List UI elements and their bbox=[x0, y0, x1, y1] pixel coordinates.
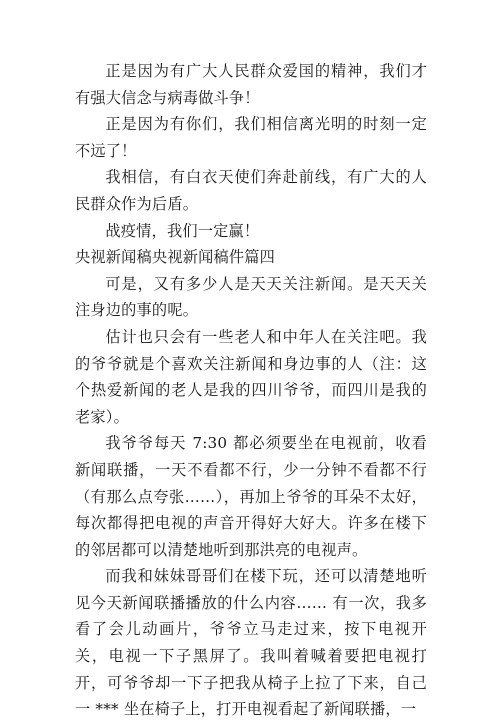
paragraph-1: 正是因为有广大人民群众爱国的精神，我们才有强大信念与病毒做斗争！ bbox=[75, 62, 427, 107]
document-body bbox=[75, 58, 427, 723]
paragraph-8: 而我和妹妹哥哥们在楼下玩，还可以清楚地听见今天新闻联播播放的什么内容…… 有一次，我多看了会儿动画片，爷爷立马走过来，按下电视开关，电视一下子黑屏了。我叫着喊着要把电视打开，可爷爷却一下子把我从椅子上拉了下来，自己一 *** 坐在椅子上，打开电视看起了新闻联播，一 bbox=[75, 567, 427, 719]
paragraph-4: 战疫情，我们一定赢！ bbox=[105, 221, 260, 240]
section-heading: 央视新闻稿央视新闻稿件篇四 bbox=[75, 248, 276, 267]
paragraph-2: 正是因为有你们，我们相信离光明的时刻一定不远了！ bbox=[75, 115, 427, 160]
paragraph-5: 可是，又有多少人是天天关注新闻。是天天关注身边的事的呢。 bbox=[75, 274, 427, 320]
paragraph-3: 我相信，有白衣天使们奔赴前线，有广大的人民群众作为后盾。 bbox=[75, 168, 427, 213]
paragraph-7: 我爷爷每天 7:30 都必须要坐在电视前，收看新闻联播，一天不看都不行，少一分钟不看都不行（有那么点夸张……），再加上爷爷的耳朵不太好，每次都得把电视的声音开得好大好大。许多在楼下的邻居都可以清楚地听到那洪亮的电视声。 bbox=[75, 434, 427, 559]
paragraph-6: 估计也只会有一些老人和中年人在关注吧。我的爷爷就是个喜欢关注新闻和身边事的人（注：这个热爱新闻的老人是我的四川爷爷，而四川是我的老家）。 bbox=[75, 327, 427, 426]
